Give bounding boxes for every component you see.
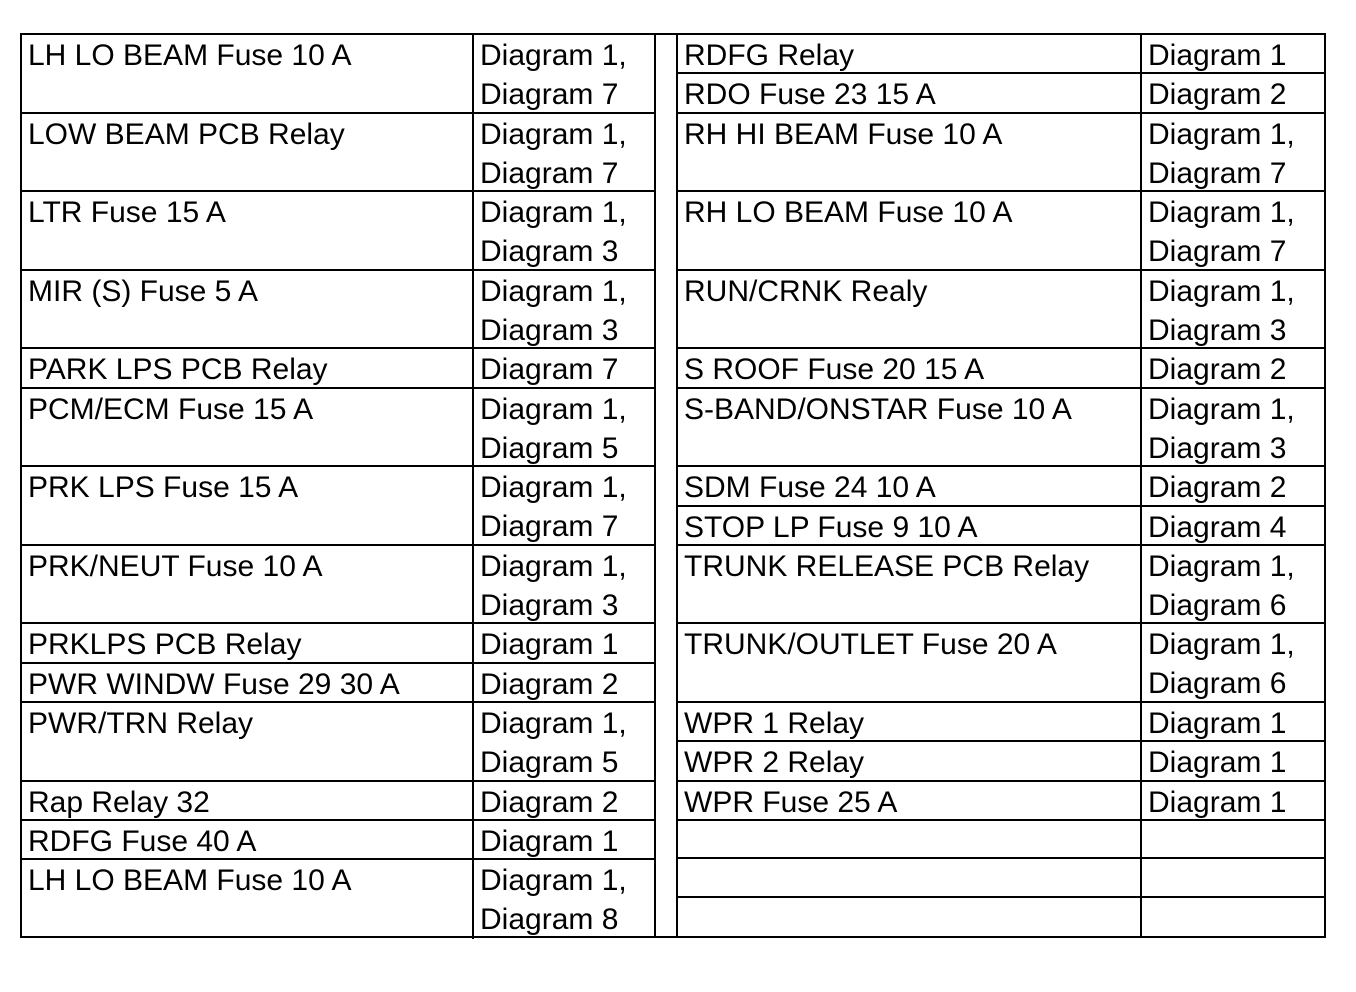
table-row bbox=[22, 349, 654, 388]
component-name: RH LO BEAM Fuse 10 A bbox=[678, 192, 1142, 269]
component-name: PARK LPS PCB Relay bbox=[22, 349, 474, 386]
component-name: Rap Relay 32 bbox=[22, 782, 474, 819]
table-row bbox=[22, 703, 654, 782]
table-row bbox=[678, 782, 1324, 821]
component-name: PRK/NEUT Fuse 10 A bbox=[22, 546, 474, 623]
component-name: WPR 1 Relay bbox=[678, 703, 1142, 740]
component-name: PRK LPS Fuse 15 A bbox=[22, 467, 474, 544]
fuse-relay-index-table bbox=[20, 33, 1326, 938]
component-name: RDO Fuse 23 15 A bbox=[678, 74, 1142, 111]
component-name: PRKLPS PCB Relay bbox=[22, 624, 474, 661]
component-name bbox=[678, 859, 1142, 895]
component-name: MIR (S) Fuse 5 A bbox=[22, 271, 474, 348]
component-name: LOW BEAM PCB Relay bbox=[22, 114, 474, 191]
table-row bbox=[22, 192, 654, 271]
component-name: LTR Fuse 15 A bbox=[22, 192, 474, 269]
table-row bbox=[678, 74, 1324, 113]
component-name: SDM Fuse 24 10 A bbox=[678, 467, 1142, 504]
table-row bbox=[678, 114, 1324, 193]
diagram-reference: Diagram 1 bbox=[480, 824, 619, 858]
diagram-reference: Diagram 1 bbox=[1148, 39, 1287, 72]
table-row bbox=[22, 782, 654, 821]
table-row bbox=[678, 271, 1324, 350]
diagram-reference bbox=[1142, 821, 1324, 857]
component-name: PWR/TRN Relay bbox=[22, 703, 474, 780]
table-row bbox=[22, 114, 654, 193]
table-row bbox=[22, 467, 654, 546]
component-name: S-BAND/ONSTAR Fuse 10 A bbox=[678, 389, 1142, 466]
diagram-reference: Diagram 1, Diagram 7 bbox=[480, 471, 627, 544]
component-name bbox=[678, 821, 1142, 857]
table-row bbox=[678, 546, 1324, 625]
diagram-reference: Diagram 1 bbox=[1148, 746, 1287, 780]
diagram-reference: Diagram 2 bbox=[480, 667, 619, 701]
component-name: STOP LP Fuse 9 10 A bbox=[678, 507, 1142, 544]
table-row bbox=[22, 389, 654, 468]
table-row bbox=[678, 467, 1324, 506]
diagram-reference bbox=[1142, 859, 1324, 895]
table-row bbox=[678, 624, 1324, 703]
diagram-reference: Diagram 2 bbox=[1148, 471, 1287, 505]
table-row bbox=[22, 860, 654, 939]
component-name bbox=[678, 898, 1142, 936]
component-name: TRUNK RELEASE PCB Relay bbox=[678, 546, 1142, 623]
diagram-reference: Diagram 2 bbox=[480, 785, 619, 819]
table-row bbox=[678, 821, 1324, 859]
diagram-reference: Diagram 1, Diagram 7 bbox=[1148, 117, 1295, 190]
diagram-reference: Diagram 2 bbox=[1148, 78, 1287, 112]
diagram-reference bbox=[1142, 898, 1324, 936]
diagram-reference: Diagram 1, Diagram 5 bbox=[480, 707, 627, 780]
component-name: PCM/ECM Fuse 15 A bbox=[22, 389, 474, 466]
diagram-reference: Diagram 1, Diagram 7 bbox=[1148, 196, 1295, 269]
table-row bbox=[678, 192, 1324, 271]
component-name: PWR WINDW Fuse 29 30 A bbox=[22, 664, 474, 701]
table-row bbox=[678, 35, 1324, 74]
table-row bbox=[22, 821, 654, 860]
component-name: RH HI BEAM Fuse 10 A bbox=[678, 114, 1142, 191]
diagram-reference: Diagram 1, Diagram 7 bbox=[480, 39, 627, 111]
table-row bbox=[678, 703, 1324, 742]
diagram-reference: Diagram 1, Diagram 8 bbox=[480, 864, 627, 937]
table-row bbox=[678, 859, 1324, 897]
diagram-reference: Diagram 1, Diagram 3 bbox=[480, 274, 627, 347]
table-row bbox=[678, 507, 1324, 546]
diagram-reference: Diagram 1, Diagram 6 bbox=[1148, 628, 1295, 701]
table-row bbox=[678, 898, 1324, 936]
table-row bbox=[678, 349, 1324, 388]
diagram-reference: Diagram 1 bbox=[1148, 707, 1287, 741]
component-name: RDFG Fuse 40 A bbox=[22, 821, 474, 858]
diagram-reference: Diagram 1, Diagram 6 bbox=[1148, 549, 1295, 622]
diagram-reference: Diagram 4 bbox=[1148, 510, 1287, 544]
component-name: TRUNK/OUTLET Fuse 20 A bbox=[678, 624, 1142, 701]
column-divider bbox=[654, 35, 678, 936]
diagram-reference: Diagram 7 bbox=[480, 353, 619, 387]
table-row bbox=[22, 664, 654, 703]
table-row bbox=[22, 35, 654, 114]
component-name: RUN/CRNK Realy bbox=[678, 271, 1142, 348]
diagram-reference: Diagram 1, Diagram 7 bbox=[480, 117, 627, 190]
left-column bbox=[22, 35, 654, 936]
component-name: LH LO BEAM Fuse 10 A bbox=[22, 860, 474, 939]
table-row bbox=[678, 742, 1324, 781]
right-column bbox=[678, 35, 1324, 936]
diagram-reference: Diagram 1, Diagram 3 bbox=[480, 549, 627, 622]
diagram-reference: Diagram 1, Diagram 3 bbox=[1148, 274, 1295, 347]
diagram-reference: Diagram 2 bbox=[1148, 353, 1287, 387]
diagram-reference: Diagram 1, Diagram 3 bbox=[480, 196, 627, 269]
diagram-reference: Diagram 1 bbox=[480, 628, 619, 662]
table-row bbox=[678, 389, 1324, 468]
diagram-reference: Diagram 1 bbox=[1148, 785, 1287, 819]
component-name: S ROOF Fuse 20 15 A bbox=[678, 349, 1142, 386]
table-row bbox=[22, 271, 654, 350]
diagram-reference: Diagram 1, Diagram 5 bbox=[480, 392, 627, 465]
table-row bbox=[22, 546, 654, 625]
diagram-reference: Diagram 1, Diagram 3 bbox=[1148, 392, 1295, 465]
component-name: WPR 2 Relay bbox=[678, 742, 1142, 779]
table-row bbox=[22, 624, 654, 663]
component-name: RDFG Relay bbox=[678, 35, 1142, 72]
component-name: LH LO BEAM Fuse 10 A bbox=[22, 35, 474, 112]
component-name: WPR Fuse 25 A bbox=[678, 782, 1142, 819]
